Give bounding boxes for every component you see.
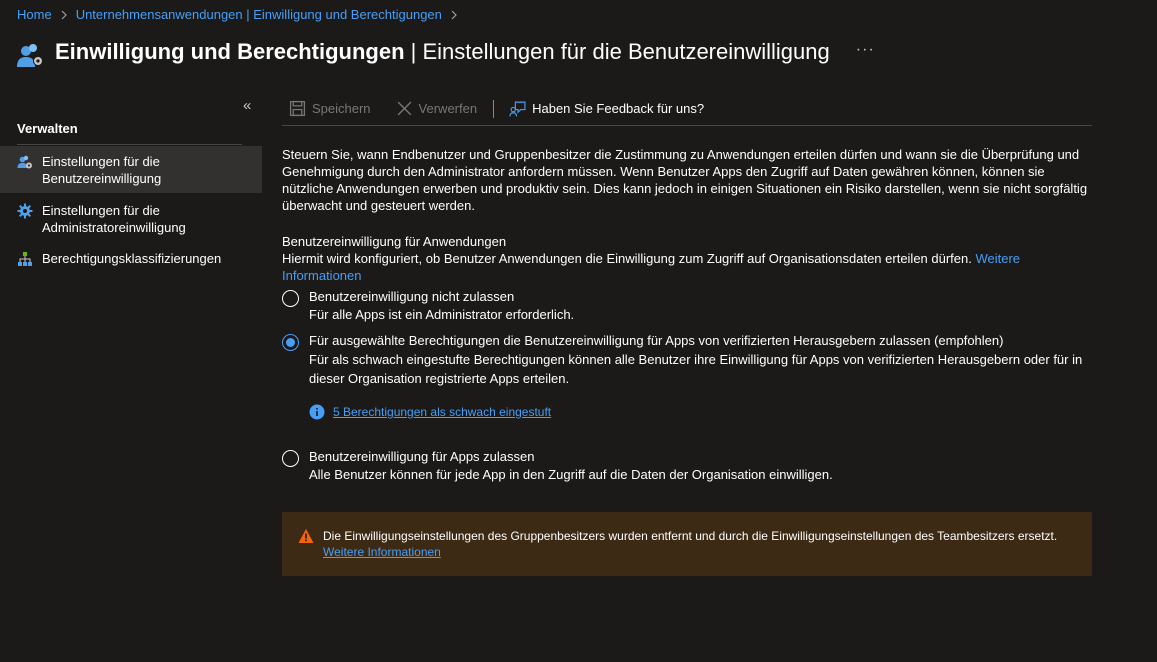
more-options-button[interactable]: ···	[855, 41, 875, 58]
page-header	[16, 34, 875, 70]
sidebar-divider	[17, 144, 242, 145]
command-bar	[282, 92, 1092, 126]
toolbar-divider	[493, 100, 494, 118]
feedback-icon	[509, 100, 526, 117]
sidebar-item-label: Einstellungen für die Benutzereinwilligung	[42, 154, 162, 186]
main-content	[282, 146, 1092, 284]
discard-button[interactable]	[389, 100, 478, 117]
option-no-consent[interactable]	[282, 288, 574, 324]
section-description-text: Hiermit wird konfiguriert, ob Benutzer Anwendungen die Einwilligung zum Zugriff auf Organisationsdaten erteilen dürfen.	[282, 251, 976, 266]
radio-verified-publishers[interactable]	[282, 334, 299, 351]
sidebar-item-permission-classifications[interactable]	[0, 250, 262, 270]
sidebar-item-user-consent[interactable]	[0, 146, 262, 193]
option-description: Für als schwach eingestufte Berechtigungen können alle Benutzer ihre Einwilligung für Apps von verifizierten Herausgebern oder für in dieser Organisation registrierte Apps erteilen.	[309, 352, 1083, 386]
warning-text: Die Einwilligungseinstellungen des Gruppenbesitzers wurden entfernt und durch die Einwilligungseinstellungen des Teambesitzers ersetzt.	[323, 529, 1058, 543]
page-title-main: Einwilligung und Berechtigungen	[55, 39, 405, 64]
sidebar-heading: Verwalten	[17, 121, 78, 136]
classified-permissions-link[interactable]: 5 Berechtigungen als schwach eingestuft	[333, 405, 552, 419]
info-icon	[309, 404, 325, 420]
users-gear-icon	[16, 40, 46, 70]
discard-label: Verwerfen	[418, 101, 478, 116]
gear-icon	[17, 203, 33, 219]
intro-text: Steuern Sie, wann Endbenutzer und Gruppenbesitzer die Zustimmung zu Anwendungen erteilen dürfen und wann sie die Überprüfung und Genehmigung durch den Administrator anfordern müssen. Wenn Benutzer Apps den Zugriff auf Daten gewähren können, können sie nützliche Anwendungen erwerben und produktiv sein. Dies kann jedoch in einigen Situationen ein Risiko darstellen, wenn sie nicht sorgfältig überwacht und gesteuert werden.	[282, 147, 1088, 213]
save-icon	[289, 100, 306, 117]
option-description: Alle Benutzer können für jede App in den Zugriff auf die Daten der Organisation einwilligen.	[309, 467, 833, 482]
save-button[interactable]	[282, 100, 371, 117]
sidebar-item-label: Einstellungen für die Administratoreinwilligung	[42, 203, 186, 235]
section-description	[282, 250, 1092, 284]
option-title: Benutzereinwilligung nicht zulassen	[309, 289, 515, 304]
option-description: Für alle Apps ist ein Administrator erforderlich.	[309, 307, 575, 322]
page-title-sub: | Einstellungen für die Benutzereinwilligung	[404, 39, 830, 64]
users-gear-icon	[17, 154, 33, 170]
feedback-label: Haben Sie Feedback für uns?	[532, 101, 705, 116]
breadcrumb	[17, 7, 458, 22]
feedback-button[interactable]	[505, 100, 704, 117]
learn-more-link[interactable]: Weitere Informationen	[282, 251, 1021, 283]
warning-icon	[298, 528, 314, 544]
warning-learn-more-link[interactable]: Weitere Informationen	[323, 545, 441, 559]
chevron-right-icon	[60, 10, 68, 20]
chevron-right-icon	[450, 10, 458, 20]
close-icon	[396, 100, 413, 117]
classified-permissions-info	[309, 404, 551, 420]
save-label: Speichern	[312, 101, 371, 116]
warning-banner	[282, 512, 1092, 576]
option-allow-consent[interactable]	[282, 448, 833, 484]
collapse-sidebar-button[interactable]: «	[243, 97, 252, 114]
breadcrumb-enterprise-apps[interactable]: Unternehmensanwendungen | Einwilligung und Berechtigungen	[75, 7, 442, 22]
sidebar-item-label: Berechtigungsklassifizierungen	[42, 251, 222, 266]
option-title: Benutzereinwilligung für Apps zulassen	[309, 449, 535, 464]
hierarchy-icon	[17, 251, 33, 267]
option-title: Für ausgewählte Berechtigungen die Benutzereinwilligung für Apps von verifizierten Herausgebern zulassen (empfohlen)	[309, 333, 1004, 348]
radio-no-consent[interactable]	[282, 290, 299, 307]
page-title	[55, 39, 830, 65]
radio-allow-consent[interactable]	[282, 450, 299, 467]
sidebar-item-admin-consent[interactable]	[0, 202, 262, 242]
section-title: Benutzereinwilligung für Anwendungen	[282, 234, 507, 249]
option-verified-publishers[interactable]	[282, 332, 1089, 388]
breadcrumb-home[interactable]: Home	[17, 7, 52, 22]
